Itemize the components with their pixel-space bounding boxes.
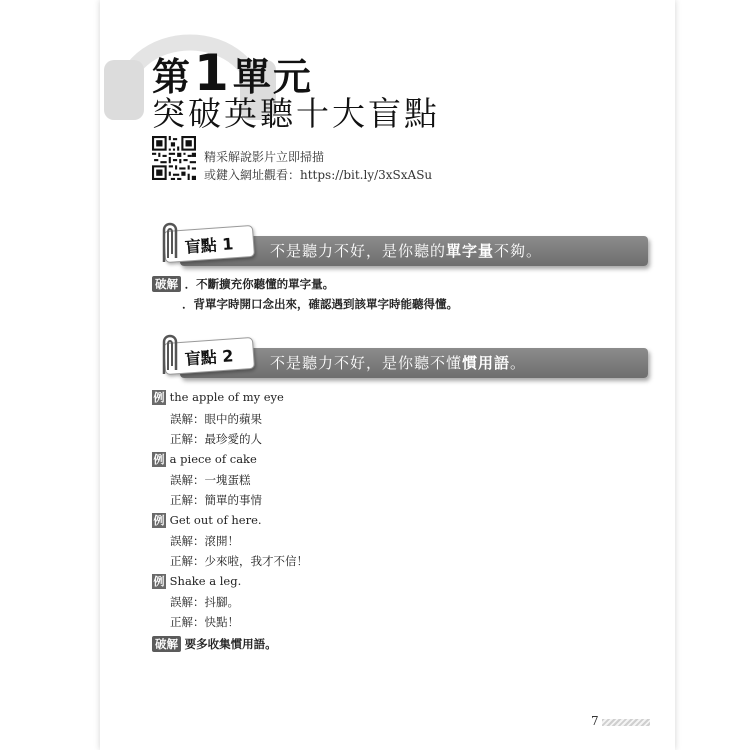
qr-caption xyxy=(204,148,432,184)
page-number-stripe xyxy=(602,719,650,726)
example-4-right: 正解：快點！ xyxy=(170,615,239,629)
solution-1-text-2: ．背單字時開口念出來，確認遇到該單字時能聽得懂。 xyxy=(182,297,458,311)
example-1-phrase-row xyxy=(152,390,284,405)
example-2-wrong: 誤解：一塊蛋糕 xyxy=(170,473,251,487)
example-4-phrase-row xyxy=(152,574,241,589)
unit-subtitle: 突破英聽十大盲點 xyxy=(152,94,440,133)
blind-spot-2-text-bold: 慣用語 xyxy=(462,354,511,372)
example-3-wrong: 誤解：滾開！ xyxy=(170,534,239,548)
example-1-phrase: the apple of my eye xyxy=(169,390,284,404)
blind-spot-2-text-before: 不是聽力不好，是你聽不懂 xyxy=(270,354,463,372)
blind-spot-1-text-before: 不是聽力不好，是你聽的 xyxy=(270,242,447,260)
blind-spot-2-header xyxy=(152,330,648,392)
solution-badge: 破解 xyxy=(152,276,181,292)
example-4-wrong: 誤解：抖腳。 xyxy=(170,595,239,609)
example-3-right: 正解：少來啦，我才不信！ xyxy=(170,554,308,568)
example-badge: 例 xyxy=(153,575,165,588)
blind-spot-1-text xyxy=(270,240,542,261)
example-2-phrase: a piece of cake xyxy=(169,452,257,466)
blind-spot-1-header xyxy=(152,218,648,280)
paperclip-icon xyxy=(152,218,182,268)
solution-2-row xyxy=(152,636,277,652)
solution-2-text: 要多收集慣用語。 xyxy=(184,637,277,651)
blind-spot-2-text-after: 。 xyxy=(510,354,527,372)
blind-spot-1-tag: 盲點 1 xyxy=(163,225,255,263)
blind-spot-1-text-bold: 單字量 xyxy=(446,242,495,260)
example-2-right: 正解：簡單的事情 xyxy=(170,493,262,507)
unit-prefix: 第 xyxy=(152,55,193,99)
qr-caption-line1: 精采解說影片立即掃描 xyxy=(204,150,325,164)
book-page xyxy=(100,0,675,750)
blind-spot-2-tag: 盲點 2 xyxy=(163,337,255,375)
qr-caption-line2[interactable]: 或鍵入網址觀看：https://bit.ly/3xSxASu xyxy=(204,168,433,182)
blind-spot-2-text xyxy=(270,352,526,373)
unit-suffix: 單元 xyxy=(232,55,313,99)
solution-1-line-1 xyxy=(152,276,334,292)
solution-badge: 破解 xyxy=(152,636,181,652)
solution-1-text-1: ．不斷擴充你聽懂的單字量。 xyxy=(184,277,335,291)
paperclip-icon xyxy=(152,330,182,380)
blind-spot-1-text-after: 不夠。 xyxy=(494,242,543,260)
example-1-wrong: 誤解：眼中的蘋果 xyxy=(170,412,262,426)
example-1-right: 正解：最珍愛的人 xyxy=(170,432,262,446)
example-4-phrase: Shake a leg. xyxy=(169,574,242,588)
example-badge: 例 xyxy=(153,514,165,527)
example-2-phrase-row xyxy=(152,452,257,467)
qr-code-icon[interactable] xyxy=(152,136,196,180)
example-badge: 例 xyxy=(153,391,165,404)
unit-number: 1 xyxy=(194,44,231,102)
example-badge: 例 xyxy=(153,453,165,466)
page-number: 7 xyxy=(591,714,599,728)
example-3-phrase-row xyxy=(152,513,262,528)
example-3-phrase: Get out of here. xyxy=(169,513,262,527)
